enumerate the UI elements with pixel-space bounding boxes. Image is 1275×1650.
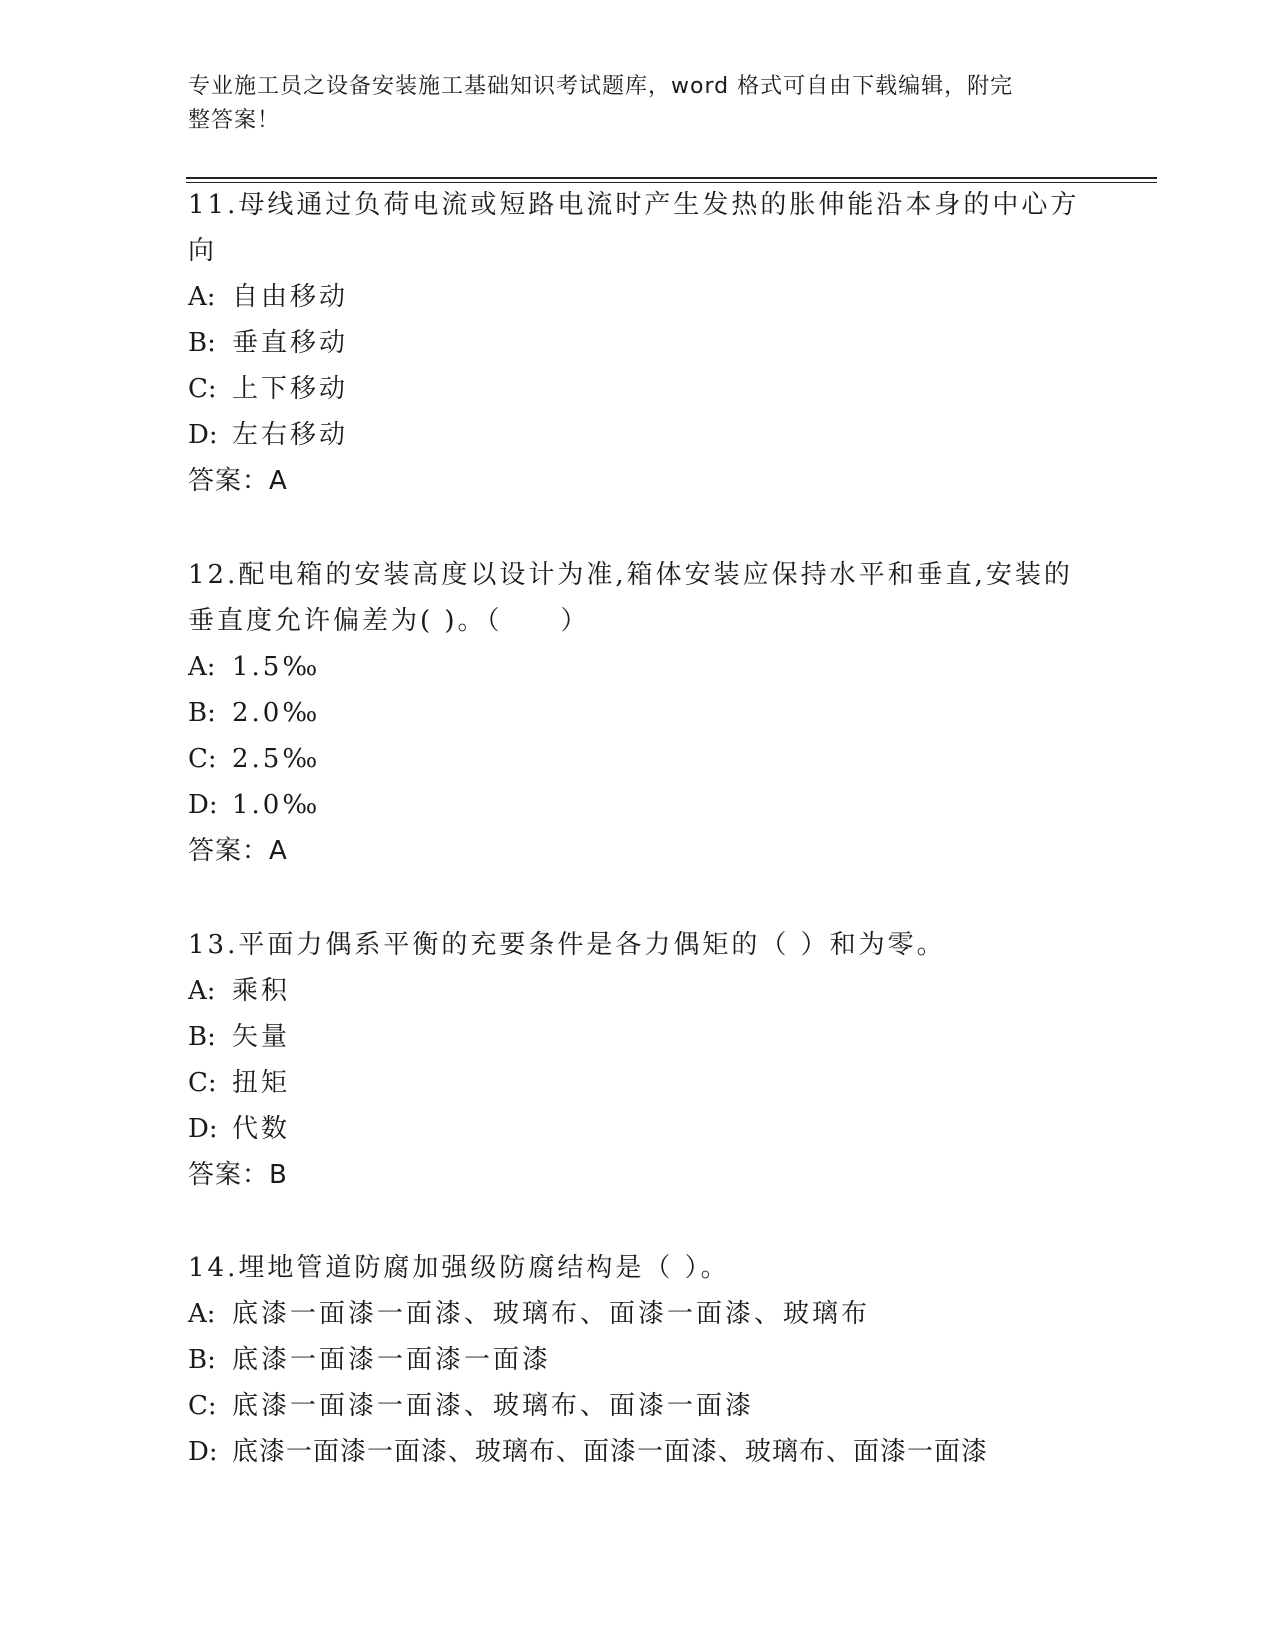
- option-c: [188, 1383, 1188, 1429]
- option-text: 底漆一面漆一面漆一面漆: [232, 1345, 552, 1375]
- option-label: B:: [188, 698, 216, 728]
- question-11: [188, 182, 1088, 504]
- question-stem: 13.平面力偶系平衡的充要条件是各力偶矩的（ ）和为零。: [188, 930, 946, 960]
- option-d: [188, 1106, 1088, 1152]
- option-b: [188, 1337, 1188, 1383]
- option-label: C:: [188, 1391, 217, 1421]
- option-text: 底漆一面漆一面漆、玻璃布、面漆一面漆、玻璃布: [232, 1299, 871, 1329]
- option-text: 代数: [232, 1114, 291, 1144]
- question-stem: 11.母线通过负荷电流或短路电流时产生发热的胀伸能沿本身的中心方向: [188, 190, 1080, 266]
- option-text: 1.5‰: [232, 652, 321, 682]
- option-label: B:: [188, 328, 216, 358]
- option-d: [188, 782, 1088, 828]
- question-13: [188, 922, 1088, 1198]
- option-a: [188, 644, 1088, 690]
- option-d: [188, 1429, 1188, 1475]
- option-b: [188, 690, 1088, 736]
- option-label: B:: [188, 1345, 216, 1375]
- option-text: 垂直移动: [232, 328, 349, 358]
- option-d: [188, 412, 1088, 458]
- question-stem: 14.埋地管道防腐加强级防腐结构是（ ）。: [188, 1253, 730, 1283]
- option-label: D:: [188, 420, 218, 450]
- option-a: [188, 1291, 1188, 1337]
- header-line-2: 整答案！: [188, 108, 281, 133]
- option-label: C:: [188, 744, 217, 774]
- option-text: 2.5‰: [232, 744, 321, 774]
- option-label: D:: [188, 1114, 218, 1144]
- option-label: A:: [188, 1299, 216, 1329]
- answer-line: 答案：A: [188, 466, 288, 496]
- option-a: [188, 274, 1088, 320]
- option-c: [188, 1060, 1088, 1106]
- header-divider-thick: [186, 177, 1157, 179]
- option-c: [188, 366, 1088, 412]
- option-text: 矢量: [232, 1022, 291, 1052]
- option-label: B:: [188, 1022, 216, 1052]
- option-label: A:: [188, 652, 216, 682]
- option-label: A:: [188, 282, 216, 312]
- answer-line: 答案：A: [188, 836, 288, 866]
- option-text: 上下移动: [232, 374, 349, 404]
- option-b: [188, 1014, 1088, 1060]
- option-text: 自由移动: [232, 282, 349, 312]
- option-c: [188, 736, 1088, 782]
- answer-line: 答案：B: [188, 1160, 288, 1190]
- option-label: C:: [188, 374, 217, 404]
- question-stem: 12.配电箱的安装高度以设计为准,箱体安装应保持水平和垂直,安装的垂直度允许偏差为( )。（ ）: [188, 560, 1073, 636]
- option-a: [188, 968, 1088, 1014]
- option-label: D:: [188, 790, 218, 820]
- option-text: 扭矩: [232, 1068, 291, 1098]
- document-header: [188, 70, 1088, 138]
- option-label: C:: [188, 1068, 217, 1098]
- option-label: D:: [188, 1437, 218, 1467]
- option-text: 1.0‰: [232, 790, 321, 820]
- question-14: [188, 1245, 1188, 1475]
- question-12: [188, 552, 1088, 874]
- option-label: A:: [188, 976, 216, 1006]
- option-text: 底漆一面漆一面漆、玻璃布、面漆一面漆: [232, 1391, 755, 1421]
- option-text: 底漆一面漆一面漆、玻璃布、面漆一面漆、玻璃布、面漆一面漆: [232, 1437, 989, 1467]
- option-b: [188, 320, 1088, 366]
- option-text: 2.0‰: [232, 698, 321, 728]
- option-text: 乘积: [232, 976, 291, 1006]
- header-line-1: 专业施工员之设备安装施工基础知识考试题库，word 格式可自由下载编辑，附完: [188, 74, 1014, 99]
- option-text: 左右移动: [232, 420, 349, 450]
